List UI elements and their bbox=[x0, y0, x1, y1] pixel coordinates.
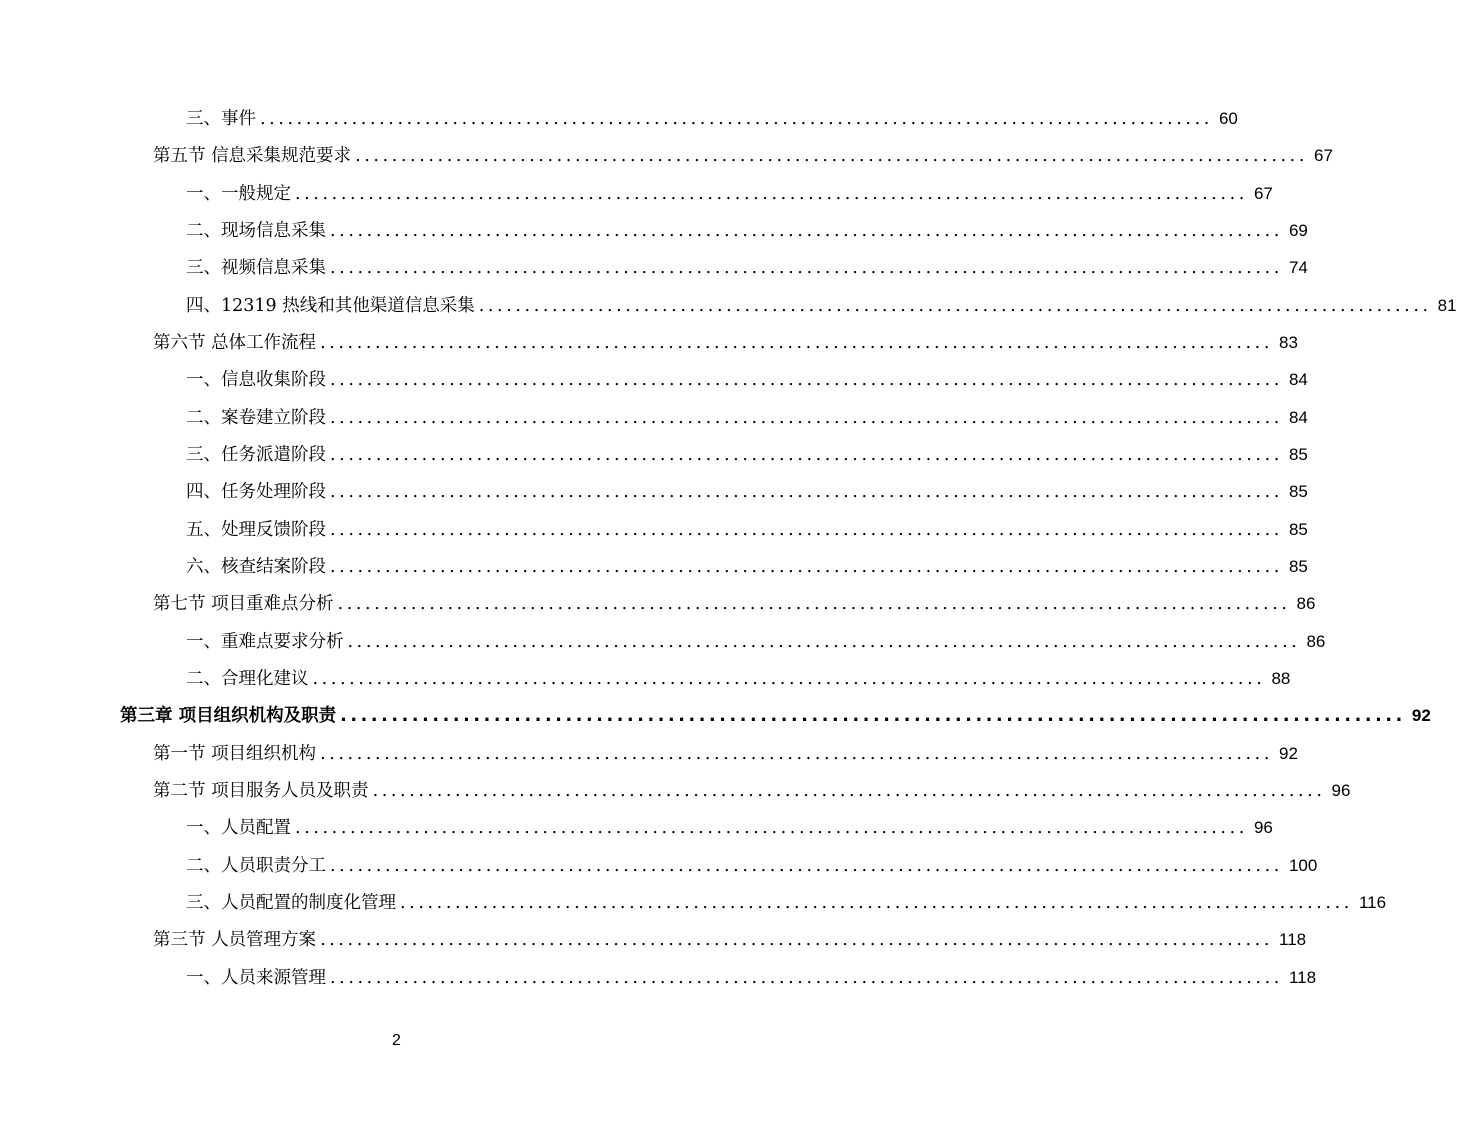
toc-entry-page: 85 bbox=[1288, 445, 1308, 464]
toc-entry-title: 二、现场信息采集 bbox=[186, 221, 326, 241]
toc-entry-page: 96 bbox=[1253, 818, 1273, 837]
toc-entry[interactable] bbox=[153, 142, 1333, 170]
toc-leader-dots: ........................................................................................................ bbox=[330, 221, 1283, 241]
toc-entry-title: 一、一般规定 bbox=[186, 184, 291, 204]
toc-entry-page: 60 bbox=[1218, 109, 1238, 128]
toc-leader-dots: ........................................................................................................ bbox=[337, 594, 1291, 614]
toc-entry-title: 第三节 人员管理方案 bbox=[153, 930, 317, 950]
toc-entry[interactable] bbox=[186, 105, 1238, 133]
toc-entry-title: 四、12319 热线和其他渠道信息采集 bbox=[186, 296, 475, 316]
toc-entry-page: 84 bbox=[1288, 370, 1308, 389]
toc-leader-dots: ........................................................................................................ bbox=[330, 408, 1283, 428]
toc-entry-title: 三、视频信息采集 bbox=[186, 258, 326, 278]
toc-entry[interactable] bbox=[153, 740, 1298, 768]
toc-entry[interactable] bbox=[186, 478, 1308, 506]
toc-entry-page: 86 bbox=[1306, 632, 1326, 651]
toc-leader-dots: ........................................................................................................ bbox=[400, 893, 1353, 913]
toc-entry-page: 118 bbox=[1279, 930, 1307, 949]
toc-entry-page: 86 bbox=[1296, 594, 1316, 613]
toc-entry-title: 五、处理反馈阶段 bbox=[186, 520, 326, 540]
toc-entry[interactable] bbox=[186, 441, 1308, 469]
toc-entry[interactable] bbox=[186, 852, 1318, 880]
toc-entry[interactable] bbox=[153, 329, 1298, 357]
toc-entry-title: 二、人员职责分工 bbox=[186, 856, 326, 876]
toc-entry[interactable] bbox=[186, 254, 1308, 282]
toc-leader-dots: ........................................................................................................ bbox=[347, 632, 1301, 652]
toc-entry-page: 85 bbox=[1288, 557, 1308, 576]
toc-entry[interactable] bbox=[186, 553, 1308, 581]
toc-entry-title: 第六节 总体工作流程 bbox=[153, 333, 317, 353]
toc-entry-page: 85 bbox=[1288, 482, 1308, 501]
toc-entry-page: 88 bbox=[1271, 669, 1291, 688]
toc-leader-dots: ........................................................................................................ bbox=[478, 296, 1432, 316]
toc-leader-dots: ........................................................................................................ bbox=[320, 333, 1273, 353]
toc-entry-page: 81 bbox=[1437, 296, 1457, 315]
toc-entry[interactable] bbox=[186, 628, 1326, 656]
toc-entry-page: 67 bbox=[1314, 146, 1333, 165]
toc-entry[interactable] bbox=[186, 180, 1273, 208]
toc-entry-page: 100 bbox=[1288, 856, 1318, 875]
toc-entry-title: 三、人员配置的制度化管理 bbox=[186, 893, 396, 913]
toc-leader-dots: ........................................................................................................ bbox=[260, 109, 1213, 129]
toc-entry-page: 67 bbox=[1253, 184, 1273, 203]
toc-entry-title: 三、事件 bbox=[186, 109, 256, 129]
toc-leader-dots: ........................................................................................................ bbox=[320, 744, 1273, 764]
toc-entry-title: 四、任务处理阶段 bbox=[186, 482, 326, 502]
toc-leader-dots: ........................................................................................................ bbox=[312, 669, 1266, 689]
toc-leader-dots: ........................................................................................................ bbox=[330, 968, 1283, 988]
toc-entry-title: 二、案卷建立阶段 bbox=[186, 408, 326, 428]
toc-entry-title: 第七节 项目重难点分析 bbox=[153, 594, 334, 614]
toc-entry-page: 92 bbox=[1411, 706, 1431, 725]
toc-leader-dots: ........................................................................................................ bbox=[295, 184, 1248, 204]
toc-leader-dots: ........................................................................................................ bbox=[330, 520, 1283, 540]
toc-entry[interactable] bbox=[153, 590, 1316, 618]
toc-leader-dots: ........................................................................................................ bbox=[330, 856, 1283, 876]
toc-entry-title: 六、核查结案阶段 bbox=[186, 557, 326, 577]
toc-entry[interactable] bbox=[186, 516, 1308, 544]
toc-leader-dots: ........................................................................................................ bbox=[330, 557, 1283, 577]
toc-entry-title: 一、信息收集阶段 bbox=[186, 370, 326, 390]
toc-leader-dots: ........................................................................................................ bbox=[340, 706, 1406, 726]
toc-entry-title: 第一节 项目组织机构 bbox=[153, 744, 317, 764]
toc-entry[interactable] bbox=[186, 404, 1308, 432]
toc-entry[interactable] bbox=[186, 889, 1387, 917]
toc-entry[interactable] bbox=[186, 217, 1308, 245]
toc-entry[interactable] bbox=[186, 814, 1273, 842]
toc-entry[interactable] bbox=[153, 777, 1351, 805]
toc-entry-title: 第五节 信息采集规范要求 bbox=[153, 146, 352, 166]
toc-entry[interactable] bbox=[186, 964, 1317, 992]
toc-leader-dots: ........................................................................................................ bbox=[330, 482, 1283, 502]
toc-leader-dots: ........................................................................................................ bbox=[330, 370, 1283, 390]
toc-entry-title: 一、人员来源管理 bbox=[186, 968, 326, 988]
toc-entry-page: 84 bbox=[1288, 408, 1308, 427]
toc-leader-dots: ........................................................................................................ bbox=[372, 781, 1326, 801]
toc-entry-page: 69 bbox=[1288, 221, 1308, 240]
toc-leader-dots: ........................................................................................................ bbox=[355, 146, 1308, 166]
toc-entry-title: 第二节 项目服务人员及职责 bbox=[153, 781, 369, 801]
toc-entry-page: 96 bbox=[1331, 781, 1351, 800]
toc-entry-title: 二、合理化建议 bbox=[186, 669, 309, 689]
toc-entry-title: 一、重难点要求分析 bbox=[186, 632, 344, 652]
toc-entry[interactable] bbox=[186, 665, 1291, 693]
toc-entry-title: 一、人员配置 bbox=[186, 818, 291, 838]
toc-entry[interactable] bbox=[186, 292, 1457, 320]
toc-entry[interactable] bbox=[186, 366, 1308, 394]
toc-chapter-entry[interactable] bbox=[120, 702, 1431, 730]
toc-entry-page: 118 bbox=[1288, 968, 1317, 987]
toc-entry-page: 116 bbox=[1358, 893, 1387, 912]
toc-leader-dots: ........................................................................................................ bbox=[320, 930, 1273, 950]
toc-entry-title: 三、任务派遣阶段 bbox=[186, 445, 326, 465]
page-number: 2 bbox=[392, 1032, 401, 1049]
toc-entry-page: 92 bbox=[1279, 744, 1298, 763]
toc-leader-dots: ........................................................................................................ bbox=[330, 445, 1283, 465]
toc-leader-dots: ........................................................................................................ bbox=[330, 258, 1283, 278]
toc-entry-page: 83 bbox=[1279, 333, 1298, 352]
toc-leader-dots: ........................................................................................................ bbox=[295, 818, 1248, 838]
toc-entry-page: 74 bbox=[1288, 258, 1308, 277]
toc-entry-page: 85 bbox=[1288, 520, 1308, 539]
toc-entry-title: 第三章 项目组织机构及职责 bbox=[120, 706, 337, 726]
toc-entry[interactable] bbox=[153, 926, 1307, 954]
